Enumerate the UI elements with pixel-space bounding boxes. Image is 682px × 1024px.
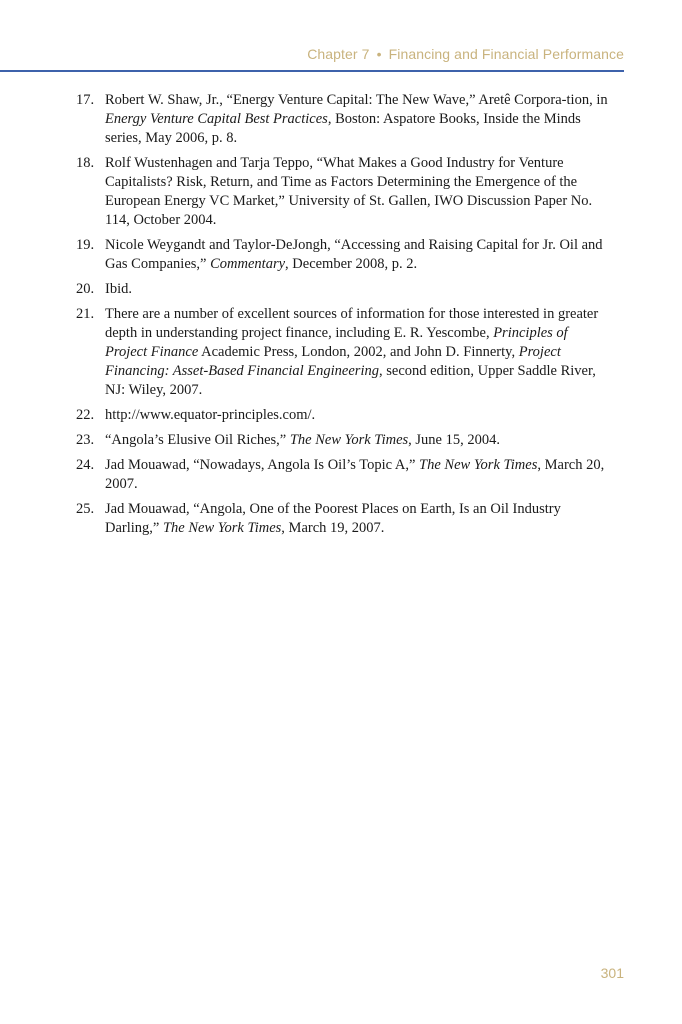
endnote-number: 19. <box>76 237 95 253</box>
separator-bullet: • <box>376 46 382 62</box>
endnotes-list <box>76 91 610 544</box>
endnote-number: 21. <box>76 306 95 322</box>
header-rule <box>0 70 624 72</box>
endnote-22 <box>76 406 610 425</box>
endnote-number: 23. <box>76 432 95 448</box>
endnote-text: Jad Mouawad, “Angola, One of the Poorest Places on Earth, Is an Oil Industry Darling,” The New York Times, March 19, 2007. <box>105 501 561 536</box>
endnote-19 <box>76 236 610 274</box>
endnote-17 <box>76 91 610 148</box>
endnote-18 <box>76 154 610 230</box>
endnote-number: 17. <box>76 92 95 108</box>
running-head <box>307 46 624 62</box>
chapter-label: Chapter 7 <box>307 46 370 62</box>
endnote-21 <box>76 305 610 400</box>
endnote-text: Robert W. Shaw, Jr., “Energy Venture Capital: The New Wave,” Aretê Corpora-tion, in Energy Venture Capital Best Practices, Boston: Aspatore Books, Inside the Minds series, May 2006, p. 8. <box>105 92 608 146</box>
endnote-23 <box>76 431 610 450</box>
endnote-number: 22. <box>76 407 95 423</box>
endnote-24 <box>76 456 610 494</box>
endnote-number: 25. <box>76 501 95 517</box>
endnote-text: Rolf Wustenhagen and Tarja Teppo, “What Makes a Good Industry for Venture Capitalists? Risk, Return, and Time as Factors Determining the Emergence of the European Energy VC Market,” University of St. Gallen, IWO Discussion Paper No. 114, October 2004. <box>105 155 593 228</box>
page-number: 301 <box>600 965 624 981</box>
endnote-text: “Angola’s Elusive Oil Riches,” The New York Times, June 15, 2004. <box>105 432 500 448</box>
endnote-number: 18. <box>76 155 95 171</box>
endnote-25 <box>76 500 610 538</box>
endnote-text: Ibid. <box>105 281 132 297</box>
endnote-number: 20. <box>76 281 95 297</box>
endnote-20 <box>76 280 610 299</box>
section-title: Financing and Financial Performance <box>388 46 624 62</box>
endnote-text: There are a number of excellent sources of information for those interested in greater depth in understanding project finance, including E. R. Yescombe, Principles of Project Finance Academic Press, London, 2002, and John D. Finnerty, Project Financing: Asset-Based Financial Engineering, second edition, Upper Saddle River, NJ: Wiley, 2007. <box>105 306 599 398</box>
endnote-text: Nicole Weygandt and Taylor-DeJongh, “Accessing and Raising Capital for Jr. Oil and Gas Companies,” Commentary, December 2008, p. 2. <box>105 237 603 272</box>
endnote-number: 24. <box>76 457 95 473</box>
endnote-text: Jad Mouawad, “Nowadays, Angola Is Oil’s Topic A,” The New York Times, March 20, 2007. <box>105 457 605 492</box>
endnote-text: http://www.equator-principles.com/. <box>105 407 316 423</box>
